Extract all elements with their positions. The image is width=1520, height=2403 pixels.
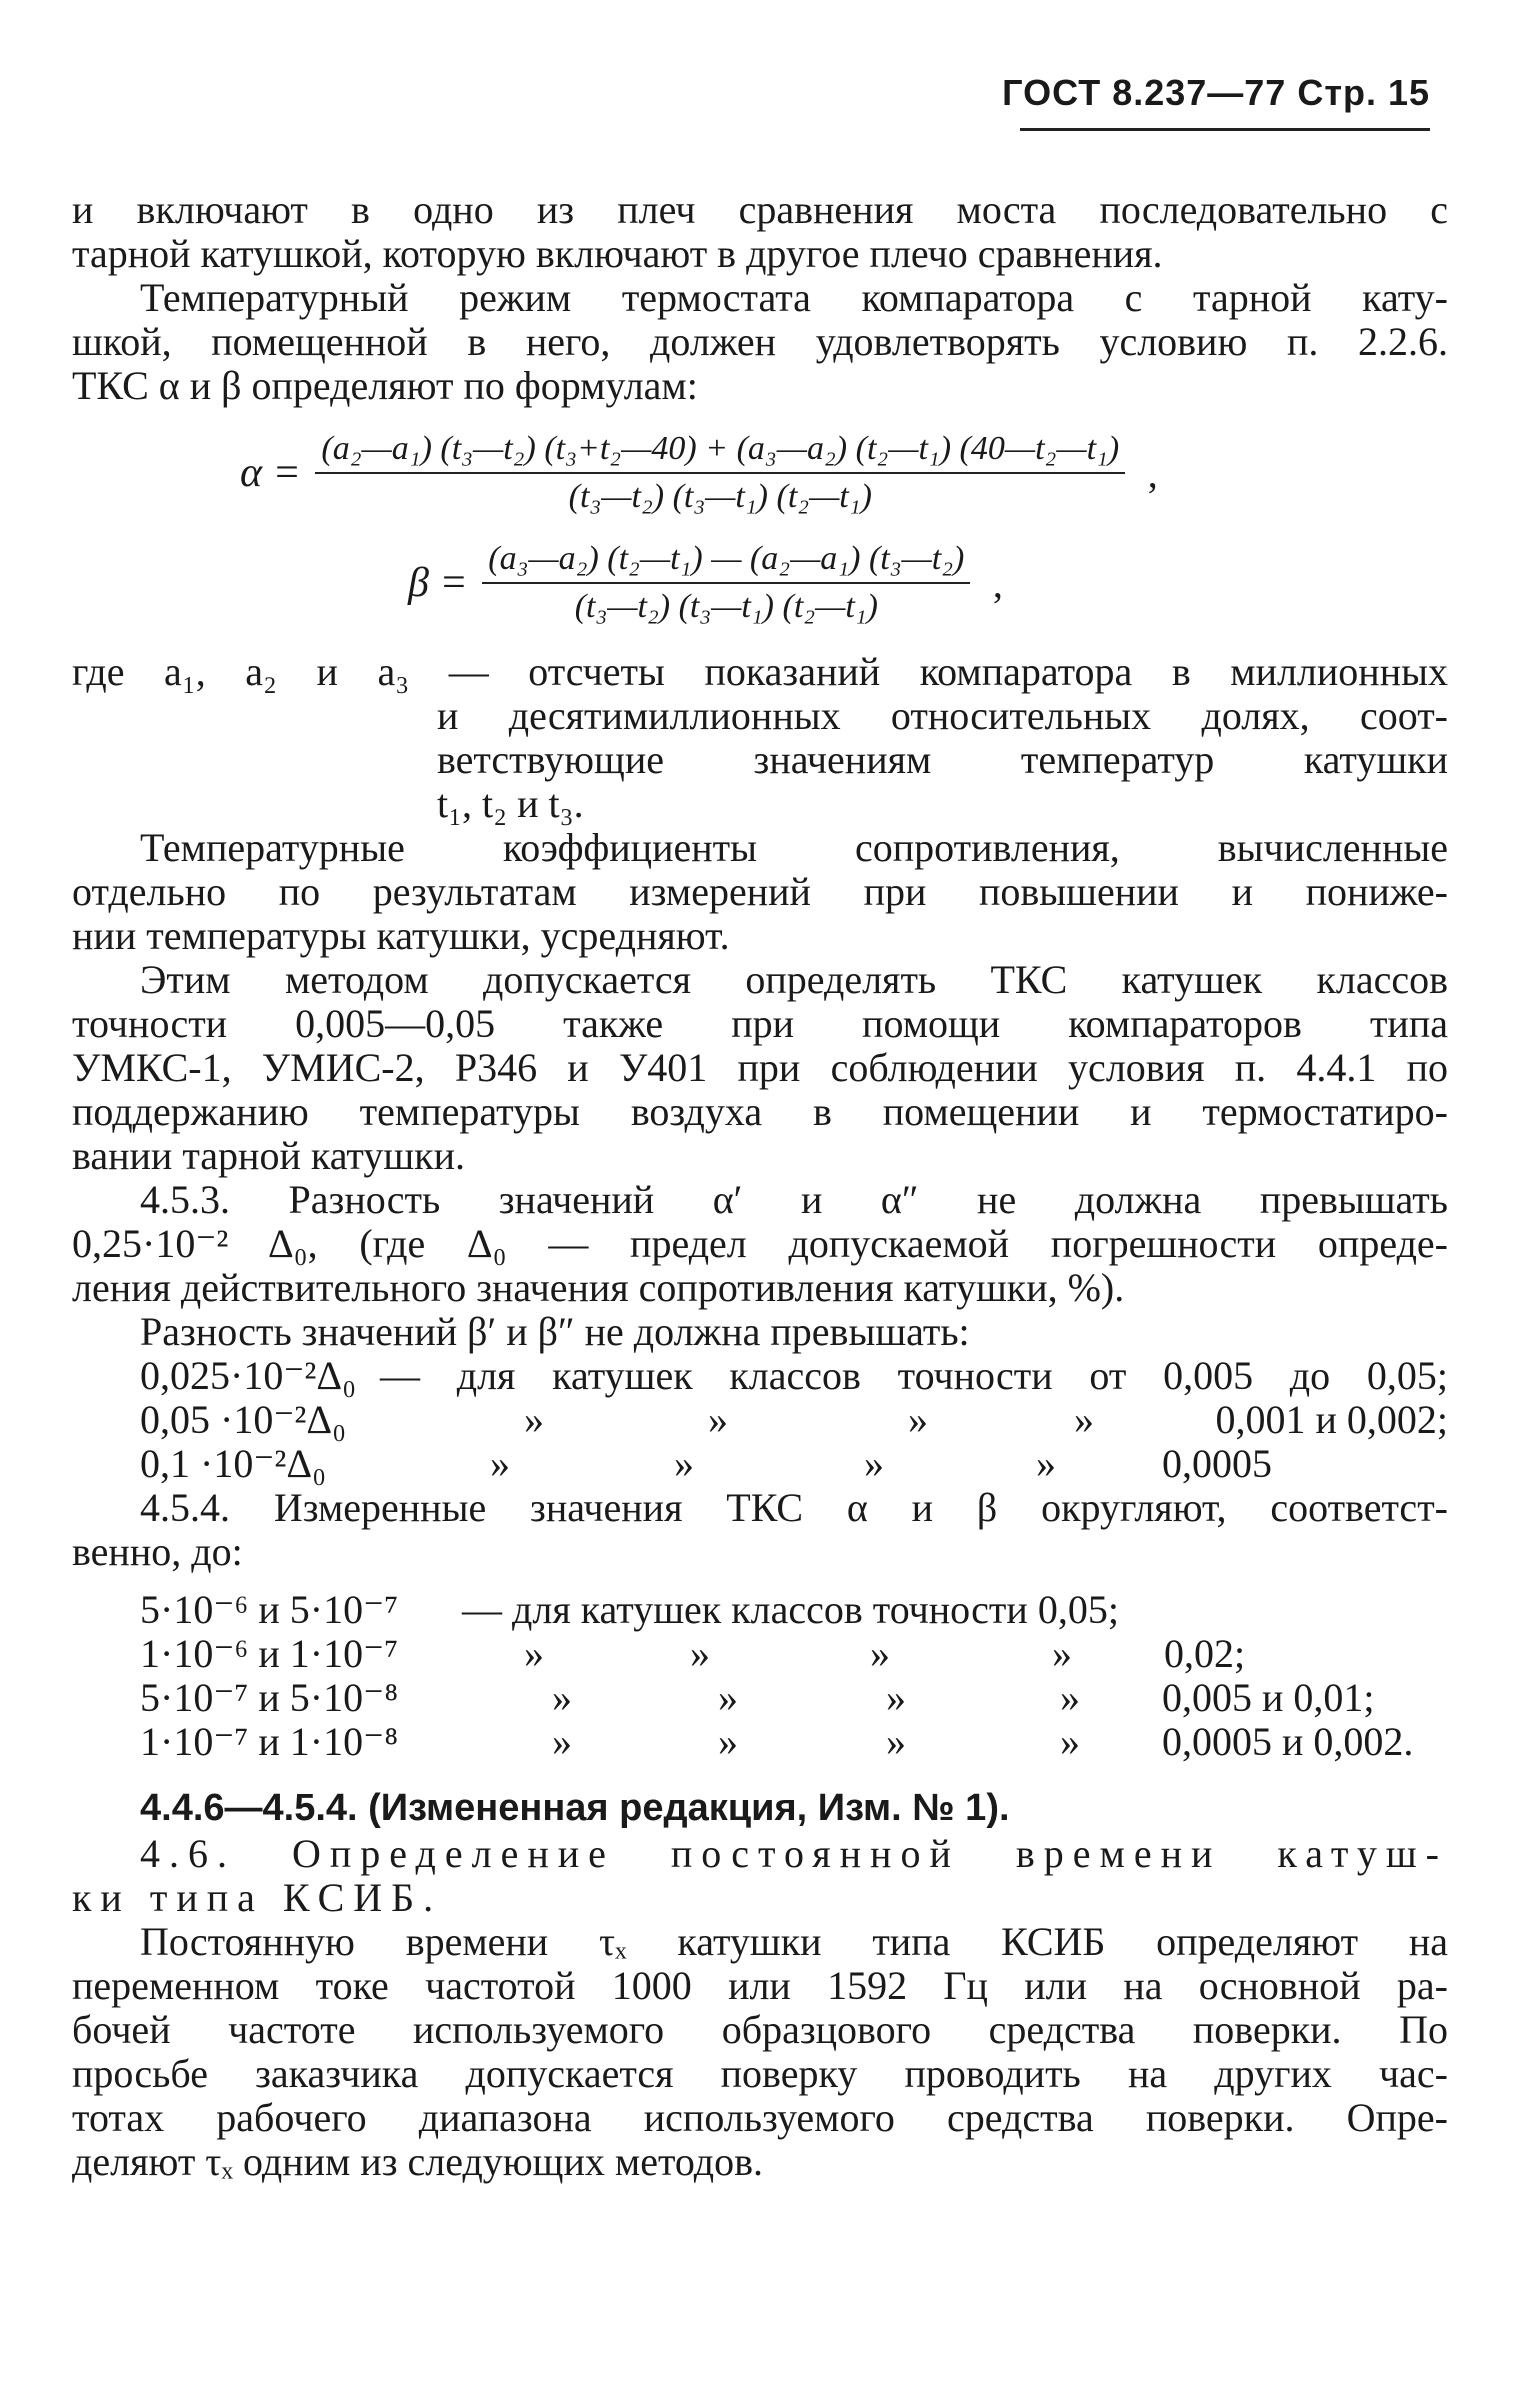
text-line: Этим методом допускается определять ТКС катушек классов — [140, 957, 1448, 1002]
text-line: поддержанию температуры воздуха в помещении и термостатиро- — [72, 1089, 1448, 1134]
ditto-mark: » — [870, 1631, 890, 1676]
text-line: УМКС-1, УМИС-2, Р346 и У401 при соблюдении условия п. 4.4.1 по — [72, 1045, 1448, 1090]
table-row — [140, 1398, 1448, 1442]
text-line: Температурные коэффициенты сопротивления, вычисленные — [140, 825, 1448, 870]
ditto-mark: » — [490, 1441, 510, 1486]
formula-lhs: α = — [240, 450, 301, 496]
table-value: 1·10⁻⁷ и 1·10⁻⁸ — [140, 1719, 399, 1764]
ditto-mark: » — [552, 1719, 572, 1764]
text-line: шкой, помещенной в него, должен удовлетворять условию п. 2.2.6. — [72, 319, 1448, 364]
table-value: 0,1 ·10⁻²Δ₀ — [140, 1441, 327, 1486]
table-text: — для катушек классов точности 0,05; — [462, 1587, 1119, 1632]
table-result: 0,0005 — [1162, 1441, 1272, 1486]
table-value: 5·10⁻⁶ и 5·10⁻⁷ — [140, 1587, 399, 1632]
formula-alpha — [240, 430, 1158, 516]
numerator: (a₃—a₂) (t₂—t₁) — (a₂—a₁) (t₃—t₂) — [482, 540, 970, 584]
header-rule — [1020, 128, 1430, 131]
text-line: Постоянную времени τₓ катушки типа КСИБ определяют на — [140, 1919, 1448, 1964]
where-line: и десятимиллионных относительных долях, соот- — [437, 693, 1448, 738]
text-line: 4.5.4. Измеренные значения ТКС α и β округляют, соответст- — [140, 1485, 1448, 1530]
table-row — [140, 1354, 1448, 1398]
ditto-mark: » — [718, 1719, 738, 1764]
table-result: 0,0005 и 0,002. — [1162, 1719, 1414, 1764]
formula-lhs: β = — [408, 560, 468, 606]
text-line: Разность значений β′ и β″ не должна превышать: — [140, 1309, 970, 1354]
formula-comma: , — [1147, 450, 1158, 496]
text-line: вании тарной катушки. — [72, 1133, 466, 1178]
text-line: просьбе заказчика допускается поверку проводить на других час- — [72, 2051, 1448, 2096]
where-line: ветствующие значениям температур катушки — [437, 737, 1448, 782]
formula-comma: , — [992, 560, 1003, 606]
denominator: (t₃—t₂) (t₃—t₁) (t₂—t₁) — [574, 588, 878, 625]
ditto-mark: » — [1060, 1719, 1080, 1764]
fraction — [315, 430, 1125, 516]
ditto-mark: » — [886, 1719, 906, 1764]
table-result: 0,02; — [1164, 1631, 1246, 1676]
formula-beta — [408, 540, 1003, 626]
text-line: 0,25·10⁻² Δ₀, (где Δ₀ — предел допускаемой погрешности опреде- — [72, 1221, 1448, 1266]
ditto-mark: » — [552, 1675, 572, 1720]
text-line: тотах рабочего диапазона используемого средства поверки. Опре- — [72, 2095, 1448, 2140]
table-row — [140, 1588, 1448, 1632]
ditto-mark: » — [1036, 1441, 1056, 1486]
table-value: 1·10⁻⁶ и 1·10⁻⁷ — [140, 1631, 399, 1676]
table-result: 0,001 и 0,002; — [1215, 1397, 1448, 1442]
table-result: 0,005 и 0,01; — [1162, 1675, 1375, 1720]
text-line: точности 0,005—0,05 также при помощи компараторов типа — [72, 1001, 1448, 1046]
ditto-mark: » — [674, 1441, 694, 1486]
ditto-mark: » — [708, 1397, 728, 1442]
table-value: 5·10⁻⁷ и 5·10⁻⁸ — [140, 1675, 399, 1720]
ditto-mark: » — [1052, 1631, 1072, 1676]
ditto-mark: » — [1060, 1675, 1080, 1720]
table-row — [140, 1676, 1448, 1720]
denominator: (t₃—t₂) (t₃—t₁) (t₂—t₁) — [568, 478, 872, 515]
ditto-mark: » — [886, 1675, 906, 1720]
section-heading: ки типа КСИБ. — [72, 1875, 443, 1920]
table-row — [140, 1632, 1448, 1676]
text-line: ления действительного значения сопротивления катушки, %). — [72, 1265, 1125, 1310]
text-line: отдельно по результатам измерений при повышении и пониже- — [72, 869, 1448, 914]
text-line: 4.5.3. Разность значений α′ и α″ не должна превышать — [140, 1177, 1448, 1222]
text-line: и включают в одно из плеч сравнения моста последовательно с — [72, 187, 1448, 232]
section-heading: 4.6. Определение постоянной времени катуш- — [140, 1831, 1448, 1876]
ditto-mark: » — [524, 1631, 544, 1676]
ditto-mark: » — [864, 1441, 884, 1486]
ditto-mark: » — [908, 1397, 928, 1442]
text-line: Температурный режим термостата компаратора с тарной кату- — [140, 275, 1448, 320]
table-text: — для катушек классов точности от 0,005 до 0,05; — [380, 1353, 1448, 1398]
text-line: тарной катушкой, которую включают в другое плечо сравнения. — [72, 231, 1163, 276]
fraction — [482, 540, 970, 626]
numerator: (a₂—a₁) (t₃—t₂) (t₃+t₂—40) + (a₃—a₂) (t₂—t₁) (40—t₂—t₁) — [315, 430, 1125, 474]
ditto-mark: » — [718, 1675, 738, 1720]
text-line: нии температуры катушки, усредняют. — [72, 913, 730, 958]
table-row — [140, 1720, 1448, 1764]
ditto-mark: » — [1074, 1397, 1094, 1442]
revision-note: 4.4.6—4.5.4. (Измененная редакция, Изм. № 1). — [140, 1787, 1010, 1829]
where-line: t₁, t₂ и t₃. — [437, 781, 584, 826]
ditto-mark: » — [524, 1397, 544, 1442]
ditto-mark: » — [690, 1631, 710, 1676]
table-value: 0,05 ·10⁻²Δ₀ — [140, 1397, 347, 1442]
table-value: 0,025·10⁻²Δ₀ — [140, 1353, 357, 1398]
where-lead: где a₁, a₂ и a₃ — отсчеты показаний компаратора в миллионных — [72, 649, 1448, 694]
text-line: венно, до: — [72, 1529, 243, 1574]
text-line: переменном токе частотой 1000 или 1592 Гц или на основной ра- — [72, 1963, 1448, 2008]
table-row — [140, 1442, 1448, 1486]
text-line: деляют τₓ одним из следующих методов. — [72, 2139, 763, 2184]
text-line: бочей частоте используемого образцового средства поверки. По — [72, 2007, 1448, 2052]
page-header: ГОСТ 8.237—77 Стр. 15 — [1002, 72, 1430, 113]
text-line: ТКС α и β определяют по формулам: — [72, 363, 698, 408]
